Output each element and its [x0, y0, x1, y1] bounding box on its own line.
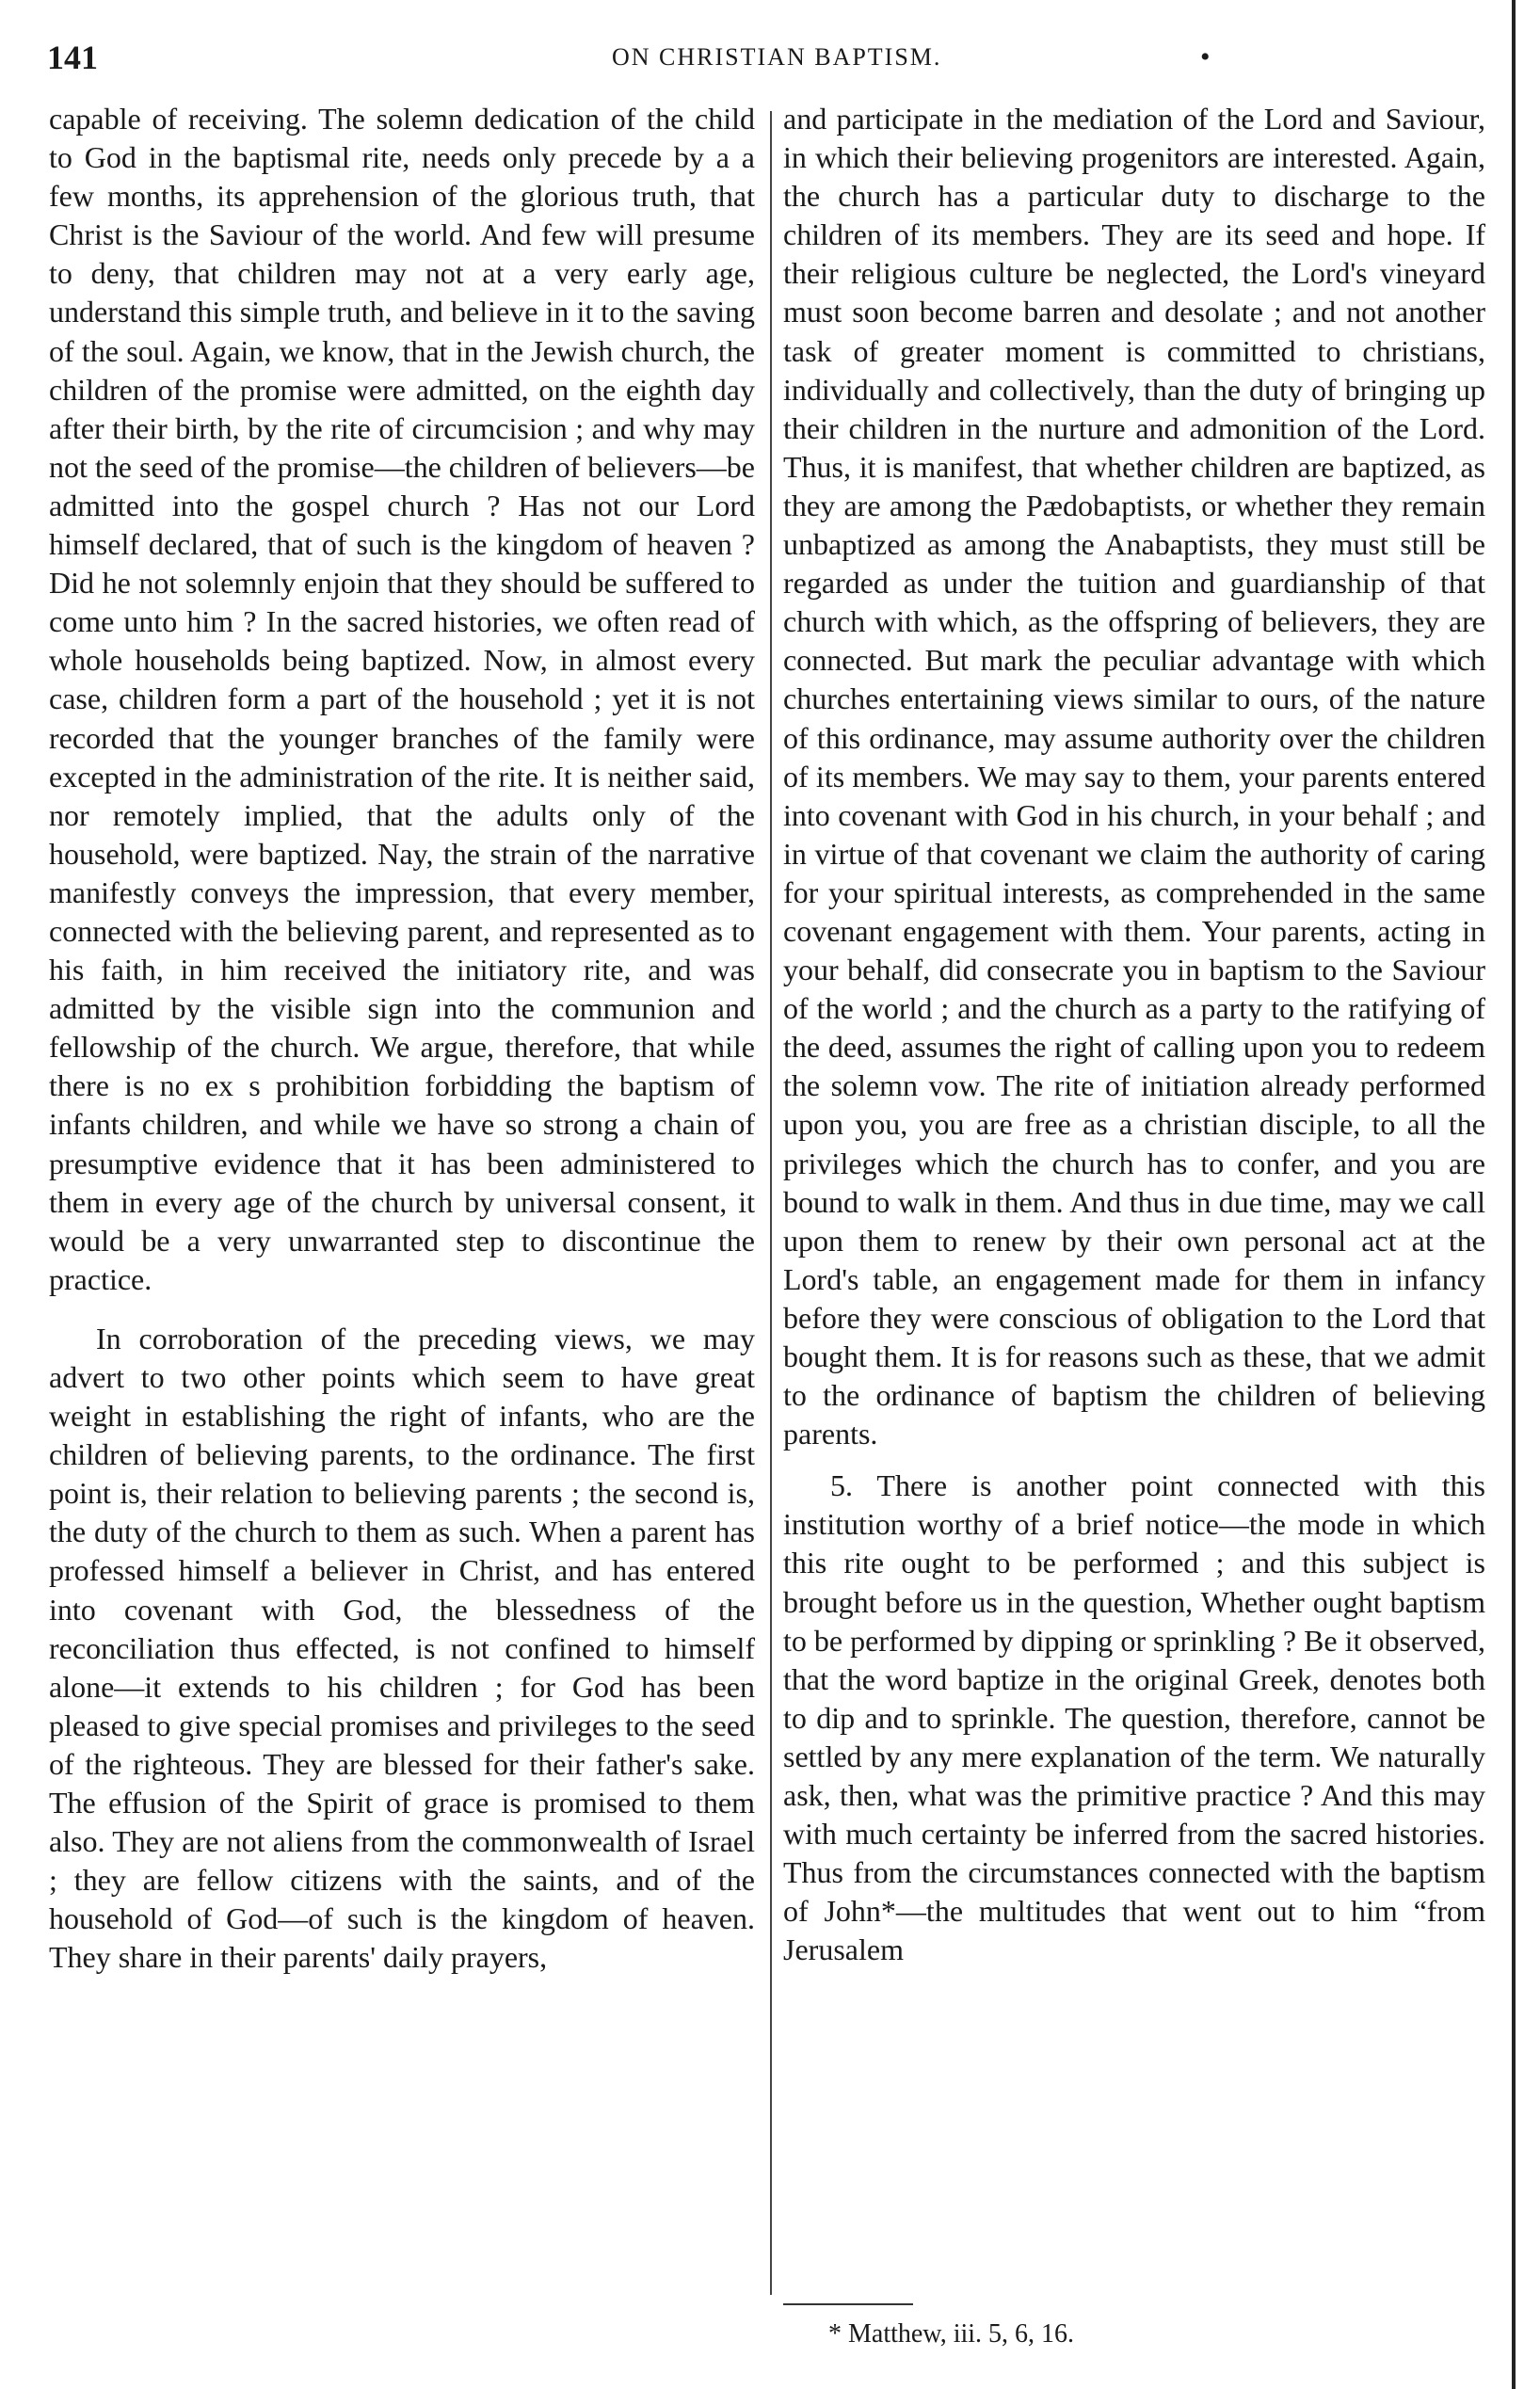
- paragraph-church-duty: and participate in the mediation of the Lord and Saviour, in which their believing progenitors are interested. Again, the church has a particular duty to discharge to the children of its members. They are its seed and hope. If their religious culture be neglected, the Lord's vineyard must soon become barren and desolate ; and not another task of greater moment is committed to christians, individually and collectively, than the duty of bringing up their children in the nurture and admonition of the Lord. Thus, it is manifest, that whether children are baptized, as they are among the Pædobaptists, or whether they remain unbaptized as among the Anabaptists, they must still be regarded as under the tuition and guardianship of that church with which, as the offspring of believers, they are connected. But mark the peculiar advantage with which churches entertaining views similar to ours, of the nature of this ordinance, may assume authority over the children of its members. We may say to them, your parents entered into covenant with God in his church, in your behalf ; and in virtue of that covenant we claim the authority of caring for your spiritual interests, as comprehended in the same covenant engagement with them. Your parents, acting in your behalf, did consecrate you in baptism to the Saviour of the world ; and the church as a party to the ratifying of the deed, assumes the right of calling upon you to redeem the solemn vow. The rite of initiation already performed upon you, you are free as a christian disciple, to all the privileges which the church has to confer, and you are bound to walk in them. And thus in due time, may we call upon them to renew by their own personal act at the Lord's table, an engagement made for them in infancy before they were conscious of obligation to the Lord that bought them. It is for reasons such as these, that we admit to the ordinance of baptism the children of believing parents.: [783, 102, 1485, 1451]
- paragraph-corroboration: In corroboration of the preceding views, we may advert to two other points which seem to have great weight in establishing the right of infants, who are the children of believing parents, to the ordinance. The first point is, their relation to believing parents ; the second is, the duty of the church to them as such. When a parent has professed himself a believer in Christ, and has entered into covenant with God, the blessedness of the reconciliation thus effected, is not confined to himself alone—it extends to his children ; for God has been pleased to give special promises and privileges to the seed of the righteous. They are blessed for their father's sake. The effusion of the Spirit of grace is promised to them also. They are not aliens from the commonwealth of Israel ; they are fellow citizens with the saints, and of the household of God—of such is the kingdom of heaven. They share in their parents' daily prayers,: [49, 1321, 755, 1975]
- running-title: ON CHRISTIAN BAPTISM.: [612, 43, 942, 71]
- left-column: [49, 100, 755, 1978]
- header-ornament: •: [1200, 41, 1211, 72]
- paragraph-infant-dedication: capable of receiving. The solemn dedication of the child to God in the baptismal rite, needs only precede by a a few months, its apprehension of the glorious truth, that Christ is the Saviour of the world. And few will presume to deny, that children may not at a very early age, understand this simple truth, and believe in it to the saving of the soul. Again, we know, that in the Jewish church, the children of the promise were admitted, on the eighth day after their birth, by the rite of circumcision ; and why may not the seed of the promise—the children of believers—be admitted into the gospel church ? Has not our Lord himself declared, that of such is the kingdom of heaven ? Did he not solemnly enjoin that they should be suffered to come unto him ? In the sacred histories, we often read of whole households being baptized. Now, in almost every case, children form a part of the household ; yet it is not recorded that the younger branches of the family were excepted in the administration of the rite. It is neither said, nor remotely implied, that the adults only of the household, were baptized. Nay, the strain of the narrative manifestly conveys the impression, that every member, connected with the believing parent, and represented as to his faith, in him received the initiatory rite, and was admitted by the visible sign into the communion and fellowship of the church. We argue, therefore, that while there is no ex s prohibition forbidding the baptism of infants children, and while we have so strong a chain of presumptive evidence that it has been administered to them in every age of the church by universal consent, it would be a very unwarranted step to discontinue the practice.: [49, 102, 755, 1296]
- column-divider: [770, 111, 772, 2295]
- footnote-rule: [783, 2303, 913, 2305]
- page-header: [47, 38, 1459, 90]
- paragraph-mode-of-baptism: 5. There is another point connected with this institution worthy of a brief notice—the mode in which this rite ought to be performed ; and this subject is brought before us in the question, Whether ought baptism to be performed by dipping or sprinkling ? Be it observed, that the word baptize in the original Greek, denotes both to dip and to sprinkle. The question, therefore, cannot be settled by any mere explanation of the term. We naturally ask, then, what was the primitive practice ? And this may with much certainty be inferred from the sacred histories. Thus from the circumstances connected with the baptism of John*—the multitudes that went out to him “from Jerusalem: [783, 1468, 1485, 1967]
- footnote: * Matthew, iii. 5, 6, 16.: [828, 2319, 1075, 2349]
- page-edge-rule: [1512, 0, 1516, 2389]
- page-number: 141: [47, 39, 98, 76]
- right-column: [783, 100, 1485, 1970]
